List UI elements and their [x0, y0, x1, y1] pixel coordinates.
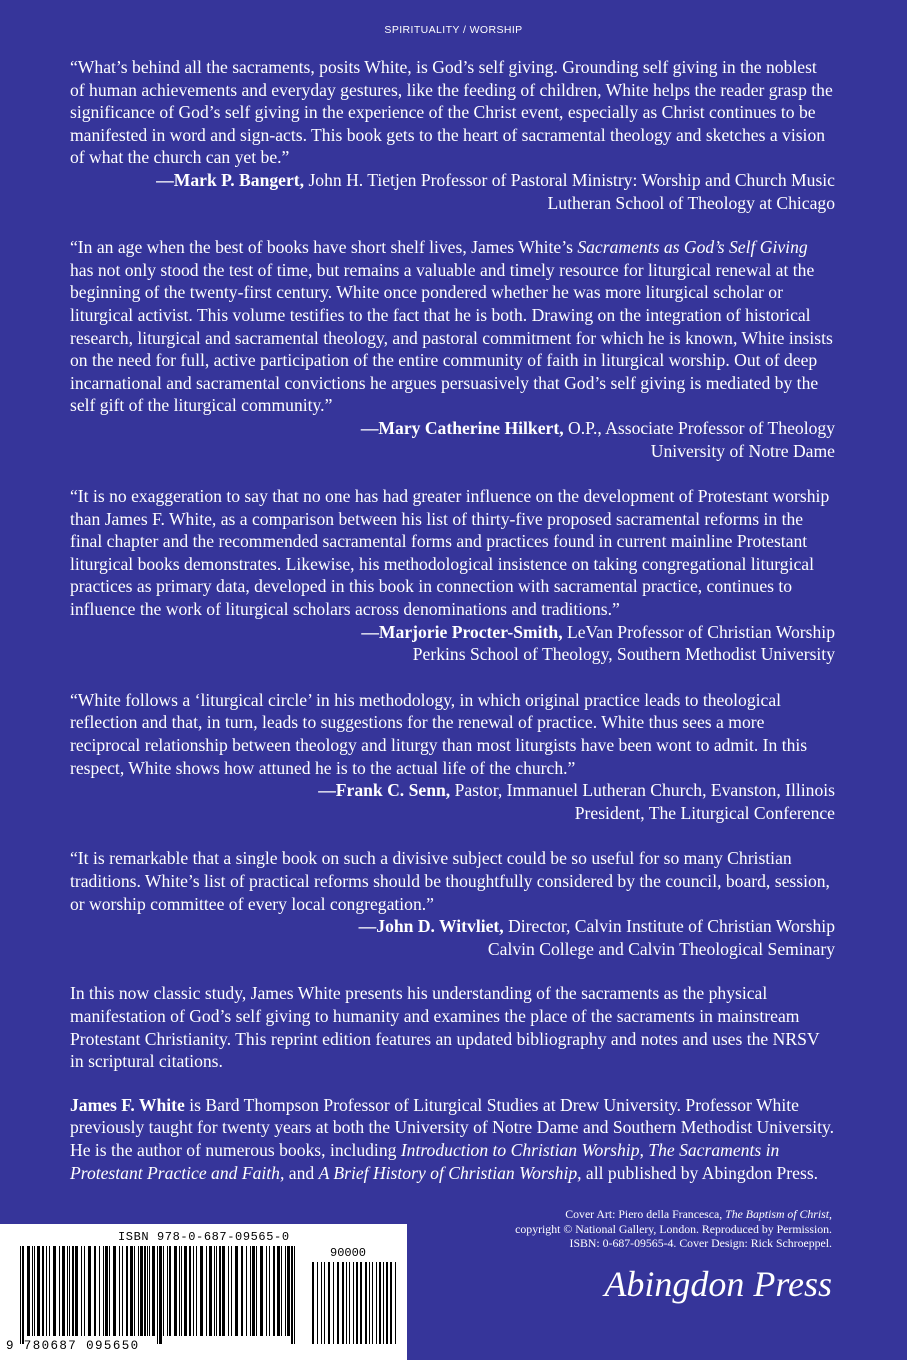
barcode-bar — [260, 1246, 263, 1336]
barcode-bar — [109, 1246, 110, 1336]
barcode-bar — [209, 1246, 212, 1336]
addon-bar — [365, 1262, 367, 1344]
barcode-bar — [256, 1246, 257, 1336]
barcode-bar — [241, 1246, 243, 1336]
endorser-name: —Frank C. Senn, — [318, 780, 451, 801]
barcode-bar — [222, 1246, 225, 1336]
barcode-bar — [84, 1246, 85, 1336]
barcode-bar — [184, 1246, 187, 1336]
addon-bar — [390, 1262, 392, 1344]
endorsement-3 — [70, 485, 835, 666]
barcode-digits: 9 780687 095650 — [6, 1339, 140, 1353]
barcode-bar — [273, 1246, 275, 1336]
endorsement-attribution — [70, 621, 835, 666]
barcode-bar — [46, 1246, 47, 1336]
endorsement-1 — [70, 56, 835, 214]
barcode-bar — [113, 1246, 116, 1336]
barcode-bar — [216, 1246, 217, 1336]
barcode-bar — [147, 1246, 148, 1336]
barcode-bar — [144, 1246, 146, 1336]
endorser-affiliation: Calvin College and Calvin Theological Seminary — [487, 938, 835, 959]
addon-bar — [376, 1262, 377, 1344]
barcode-price-code: 90000 — [330, 1246, 367, 1260]
barcode-bar — [59, 1246, 60, 1336]
barcode-bar — [250, 1246, 251, 1336]
barcode-bar — [149, 1246, 150, 1336]
barcode-bar — [126, 1246, 128, 1336]
barcode-bar — [287, 1246, 290, 1336]
endorser-title: LeVan Professor of Christian Worship — [562, 621, 835, 642]
endorsement-text: “What’s behind all the sacraments, posits White, is God’s self giving. Grounding self giving in the noblest of human achievements and everyday gestures, like the feeding of children, White helps the reader grasp the significance of God’s self giving in the experience of the Christ event, especially as Christ continues to be manifested in word and sign-acts. This book gets to the heart of sacramental theology and sketches a vision of what the church can yet be.” — [70, 57, 833, 168]
endorser-affiliation: Perkins School of Theology, Southern Methodist University — [412, 644, 835, 665]
endorser-title: John H. Tietjen Professor of Pastoral Ministry: Worship and Church Music — [304, 169, 835, 190]
barcode-bar — [20, 1246, 21, 1344]
barcode-bar — [163, 1246, 164, 1336]
barcode-bar — [75, 1246, 78, 1336]
barcode-bar — [157, 1246, 158, 1344]
endorser-title: Director, Calvin Institute of Christian Worship — [503, 916, 835, 937]
endorsement-2 — [70, 236, 835, 462]
barcode-bar — [99, 1246, 100, 1336]
endorsement-attribution — [70, 915, 835, 960]
category-label: SPIRITUALITY / WORSHIP — [384, 24, 523, 36]
barcode-bar — [294, 1246, 295, 1344]
barcode-bar — [281, 1246, 282, 1336]
endorser-name: —Mark P. Bangert, — [156, 169, 305, 190]
addon-bar — [372, 1262, 373, 1344]
barcode-bar — [81, 1246, 82, 1336]
barcode-bar — [235, 1246, 238, 1336]
barcode-bar — [49, 1246, 50, 1336]
addon-bar — [369, 1262, 370, 1344]
barcode-bar — [103, 1246, 104, 1336]
barcode — [0, 1224, 407, 1360]
barcode-bar — [22, 1246, 24, 1344]
endorser-affiliation: President, The Liturgical Conference — [574, 802, 835, 823]
barcode-bar — [277, 1246, 280, 1336]
barcode-bar — [62, 1246, 65, 1336]
endorser-title: Pastor, Immanuel Lutheran Church, Evanston, Illinois — [450, 780, 835, 801]
addon-bar — [312, 1262, 314, 1344]
addon-bar — [321, 1262, 322, 1344]
book-title: Sacraments as God’s Self Giving — [577, 237, 808, 258]
cover-credits: Cover Art: Piero della Francesca, The Baptism of Christ, copyright © National Gallery, London. Reproduced by Permission. ISBN: 0-687-09565-4. Cover Design: Rick Schroeppel. — [515, 1207, 832, 1251]
endorsement-attribution — [70, 779, 835, 824]
barcode-bar — [167, 1246, 168, 1336]
book-description: In this now classic study, James White presents his understanding of the sacraments as the physical manifestation of God’s self giving to humanity and examines the place of the sacraments in mainstream Protestant Christianity. This reprint edition features an updated bibliography and notes and uses the NRSV in scriptural citations. — [70, 983, 820, 1072]
endorser-name: —Marjorie Procter-Smith, — [361, 621, 563, 642]
barcode-bar — [37, 1246, 40, 1336]
addon-bar — [324, 1262, 325, 1344]
barcode-bar — [285, 1246, 286, 1336]
barcode-bar — [181, 1246, 182, 1336]
endorsement-attribution — [70, 417, 835, 462]
barcode-bar — [27, 1246, 30, 1336]
barcode-bar — [219, 1246, 221, 1336]
book-titles: Introduction to Christian Worship, The Sacraments in Protestant Practice and Faith, — [70, 1139, 780, 1183]
barcode-bar — [94, 1246, 96, 1336]
barcode-bar — [138, 1246, 139, 1336]
barcode-bar — [105, 1246, 108, 1336]
barcode-bar — [189, 1246, 191, 1336]
barcode-bar — [42, 1246, 44, 1336]
addon-bar — [317, 1262, 318, 1344]
addon-bar — [356, 1262, 358, 1344]
barcode-bar — [152, 1246, 155, 1336]
barcode-bar — [34, 1246, 35, 1336]
endorsement-text: “In an age when the best of books have short shelf lives, James White’s Sacraments as God’s Self Giving has not only stood the test of time, but remains a valuable and timely resource for liturgical renewal at the beginning of the twenty-first century. White once pondered whether he was more liturgical scholar or liturgical activist. This volume testifies to the fact that he is both. Drawing on the integration of historical research, liturgical and sacramental theology, and pastoral commitment for which he is known, White insists on the need for full, active participation of the entire community of faith in liturgical worship. Out of deep incarnational and sacramental convictions he argues persuasively that God’s self giving is mediated by the self gift of the liturgical community.” — [70, 237, 833, 416]
endorser-affiliation: University of Notre Dame — [650, 440, 835, 461]
author-bio: James F. White is Bard Thompson Professor of Liturgical Studies at Drew University. Professor White previously taught for twenty years at both the University of Notre Dame and Southern Methodist University. He is the author of numerous books, including Introduction to Christian Worship, The Sacraments in Protestant Practice and Faith, and A Brief History of Christian Worship, all published by Abingdon Press. — [70, 1094, 835, 1183]
barcode-bar — [252, 1246, 255, 1336]
barcode-bar — [130, 1246, 133, 1336]
barcode-bar — [206, 1246, 207, 1336]
barcode-bar — [291, 1246, 293, 1344]
barcode-bar — [200, 1246, 203, 1336]
endorsement-text: “White follows a ‘liturgical circle’ in his methodology, in which original practice leads to theological reflection and that, in turn, leads to suggestions for the renewal of practice. White thus sees a more reciprocal relationship between theology and liturgy than most liturgists have been wont to admit. In this respect, White shows how attuned he is to the actual life of the church.” — [70, 689, 808, 778]
addon-bar — [349, 1262, 350, 1344]
addon-bar — [337, 1262, 339, 1344]
barcode-bar — [134, 1246, 135, 1336]
barcode-bar — [214, 1246, 215, 1336]
addon-bar — [395, 1262, 396, 1344]
endorsement-text: “It is remarkable that a single book on such a divisive subject could be so useful for so many Christian traditions. White’s list of practical reforms should be thoughtfully considered by the council, board, session, or worship committee of every local congregation.” — [70, 848, 830, 914]
barcode-bar — [119, 1246, 120, 1336]
barcode-bar — [174, 1246, 177, 1336]
barcode-bar — [228, 1246, 229, 1336]
endorser-affiliation: Lutheran School of Theology at Chicago — [547, 192, 835, 213]
barcode-bar — [269, 1246, 270, 1336]
barcode-bar — [231, 1246, 232, 1336]
publisher-logo-text: Abingdon Press — [604, 1264, 832, 1304]
artwork-title: The Baptism of Christ, — [725, 1207, 832, 1221]
addon-bar — [379, 1262, 381, 1344]
addon-bar — [360, 1262, 362, 1344]
addon-bar — [328, 1262, 330, 1344]
endorsement-5 — [70, 847, 835, 960]
barcode-bar — [32, 1246, 33, 1336]
addon-bar — [346, 1262, 347, 1344]
barcode-bar — [179, 1246, 180, 1336]
barcode-bar — [159, 1246, 162, 1344]
barcode-bar — [72, 1246, 74, 1336]
back-cover-text — [70, 56, 835, 1184]
endorser-name: —Mary Catherine Hilkert, — [360, 417, 564, 438]
barcode-bar — [67, 1246, 68, 1336]
barcode-isbn: ISBN 978-0-687-09565-0 — [118, 1230, 290, 1244]
barcode-bar — [69, 1246, 70, 1336]
addon-bar — [333, 1262, 334, 1344]
book-title: A Brief History of Christian Worship, — [318, 1162, 582, 1183]
barcode-bar — [53, 1246, 56, 1336]
barcode-bar — [193, 1246, 194, 1336]
addon-bar — [353, 1262, 354, 1344]
addon-bar — [386, 1262, 388, 1344]
barcode-bar — [122, 1246, 123, 1336]
barcode-bar — [88, 1246, 91, 1336]
endorsement-4 — [70, 689, 835, 825]
addon-bar — [342, 1262, 344, 1344]
barcode-bar — [140, 1246, 143, 1336]
endorser-name: —John D. Witvliet, — [358, 916, 504, 937]
endorsement-text: “It is no exaggeration to say that no one has had greater influence on the development of Protestant worship than James F. White, as a comparison between his list of thirty-five proposed sacramental reforms in the final chapter and the recommended sacramental forms and practices found in current mainline Protestant liturgical books demonstrates. Likewise, his methodological insistence on taking congregational liturgical practices as primary data, developed in this book in connection with sacramental practice, continues to influence the work of liturgical scholars across denominations and traditions.” — [70, 486, 830, 620]
endorsement-attribution — [70, 169, 835, 214]
barcode-bar — [196, 1246, 197, 1336]
endorser-title: O.P., Associate Professor of Theology — [563, 417, 835, 438]
barcode-bar — [266, 1246, 267, 1336]
barcode-bar — [246, 1246, 247, 1336]
addon-bar — [383, 1262, 384, 1344]
author-name: James F. White — [70, 1094, 185, 1115]
barcode-bar — [169, 1246, 171, 1336]
